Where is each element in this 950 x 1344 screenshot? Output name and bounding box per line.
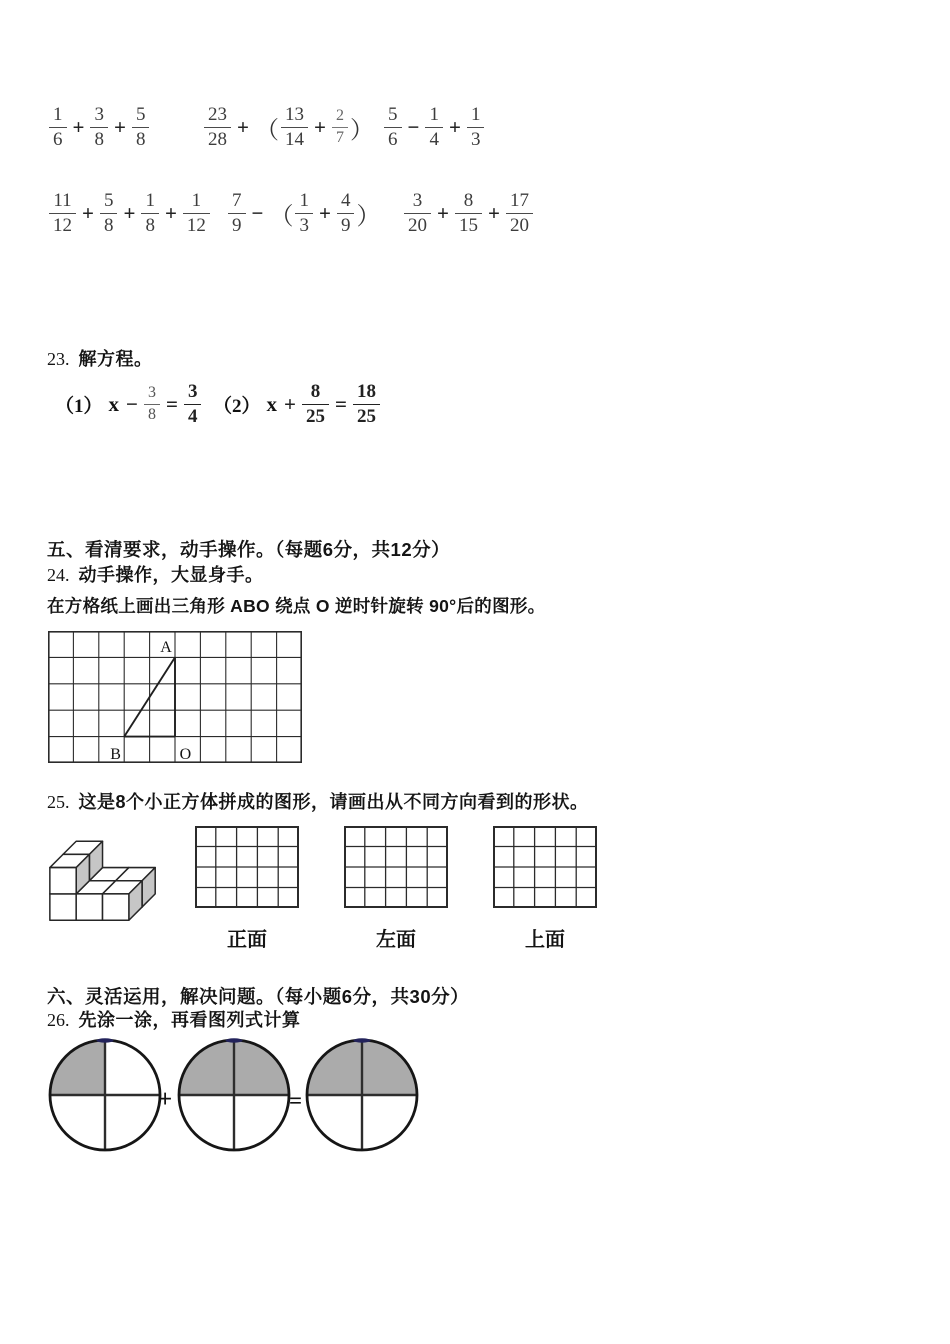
vertex-label-O: O	[179, 746, 192, 763]
parenthesis: （	[254, 117, 279, 144]
equation-label: （2）	[213, 395, 261, 417]
fraction: $\frac{1}{12}$	[183, 191, 210, 236]
parenthesis: ）	[349, 117, 374, 144]
question-text: 先涂一涂，再看图列式计算	[78, 1010, 301, 1030]
fraction: $\frac{3}{20}$	[404, 191, 431, 236]
calc-expression	[48, 186, 211, 240]
calc-expression	[383, 100, 485, 154]
top-view-grid	[493, 826, 597, 908]
equation-2	[213, 376, 381, 432]
question-24-instruction: 在方格纸上画出三角形 ABO 绕点 O 逆时针旋转 90°后的图形。	[47, 596, 546, 616]
question-text: 这是8个小正方体拼成的图形，请画出从不同方向看到的形状。	[78, 792, 589, 812]
fraction: $\frac{1}{4}$	[425, 105, 443, 150]
operator: +	[164, 200, 177, 225]
question-23-heading	[47, 345, 153, 371]
fraction: $\frac{11}{12}$	[49, 191, 76, 236]
fraction: $\frac{5}{8}$	[132, 105, 150, 150]
left-view-block	[343, 826, 449, 952]
fraction: $\frac{8}{15}$	[455, 191, 482, 236]
ink-smudge	[354, 1038, 371, 1042]
operator: +	[237, 114, 249, 139]
fraction: $\frac{3}{8}$	[144, 385, 160, 424]
operator: =	[334, 391, 347, 416]
ink-smudge	[97, 1038, 114, 1042]
cube-figure	[47, 829, 159, 924]
calc-expression	[403, 186, 534, 240]
operator: +	[313, 114, 326, 139]
question-number: 25.	[47, 792, 70, 812]
front-view-label: 正面	[227, 929, 267, 951]
operator: +	[284, 391, 296, 416]
section-5-heading: 五、看清要求，动手操作。（每题6分，共12分）	[47, 539, 451, 560]
fraction-circle-1	[46, 1036, 164, 1154]
fraction: $\frac{7}{9}$	[228, 191, 246, 236]
front-view-grid	[195, 826, 299, 908]
equation-1	[55, 376, 202, 432]
question-number: 24.	[47, 565, 70, 585]
operator: +	[123, 200, 136, 225]
fraction-circle-3	[303, 1036, 421, 1154]
question-title: 动手操作，大显身手。	[78, 565, 264, 585]
operator: +	[72, 114, 85, 139]
parenthesis: （	[269, 203, 294, 230]
operator: −	[251, 200, 264, 225]
variable-x: x	[266, 391, 278, 416]
operator: +	[82, 200, 94, 225]
fraction: $\frac{1}{3}$	[295, 191, 313, 236]
parenthesis: ）	[356, 203, 381, 230]
operator: =	[165, 391, 178, 416]
equation-label: （1）	[55, 395, 103, 417]
operator: +	[318, 200, 331, 225]
fraction: $\frac{5}{6}$	[384, 105, 402, 150]
question-26-heading	[47, 1006, 301, 1032]
rotation-grid-figure	[48, 631, 302, 763]
section-6-heading: 六、灵活运用，解决问题。（每小题6分，共30分）	[47, 986, 470, 1007]
fraction: $\frac{4}{9}$	[337, 191, 355, 236]
calc-expression	[203, 100, 375, 154]
top-view-label: 上面	[525, 929, 565, 951]
operator: +	[113, 114, 126, 139]
vertex-label-A: A	[160, 639, 172, 657]
vertex-label-B: B	[110, 746, 121, 763]
plus-sign: +	[158, 1086, 173, 1113]
top-view-block	[492, 826, 598, 952]
fraction: $\frac{5}{8}$	[100, 191, 118, 236]
fraction-circle-2	[175, 1036, 293, 1154]
question-number: 26.	[47, 1010, 70, 1030]
operator: +	[437, 200, 449, 225]
question-number: 23.	[47, 349, 70, 369]
fraction: $\frac{17}{20}$	[506, 191, 533, 236]
fraction: $\frac{1}{6}$	[49, 105, 67, 150]
left-view-label: 左面	[376, 929, 416, 951]
operator: +	[448, 114, 461, 139]
operator: −	[126, 391, 138, 416]
fraction: $\frac{3}{4}$	[184, 382, 202, 427]
fraction: $\frac{2}{7}$	[332, 108, 348, 147]
operator: −	[407, 114, 420, 139]
fraction: $\frac{8}{25}$	[302, 382, 329, 427]
question-24-heading	[47, 561, 264, 587]
question-25-heading	[47, 788, 589, 814]
equals-sign: =	[289, 1088, 303, 1113]
fraction: $\frac{13}{14}$	[281, 105, 308, 150]
fraction: $\frac{23}{28}$	[204, 105, 231, 150]
left-view-grid	[344, 826, 448, 908]
front-view-block	[194, 826, 300, 952]
calc-expression	[227, 186, 381, 240]
fraction: $\frac{1}{3}$	[467, 105, 485, 150]
operator: +	[487, 200, 500, 225]
fraction: $\frac{3}{8}$	[90, 105, 108, 150]
fraction: $\frac{1}{8}$	[141, 191, 159, 236]
fraction: $\frac{18}{25}$	[353, 382, 380, 427]
calc-expression	[48, 100, 150, 154]
variable-x: x	[108, 391, 120, 416]
question-title: 解方程。	[78, 349, 153, 369]
ink-smudge	[226, 1038, 243, 1042]
